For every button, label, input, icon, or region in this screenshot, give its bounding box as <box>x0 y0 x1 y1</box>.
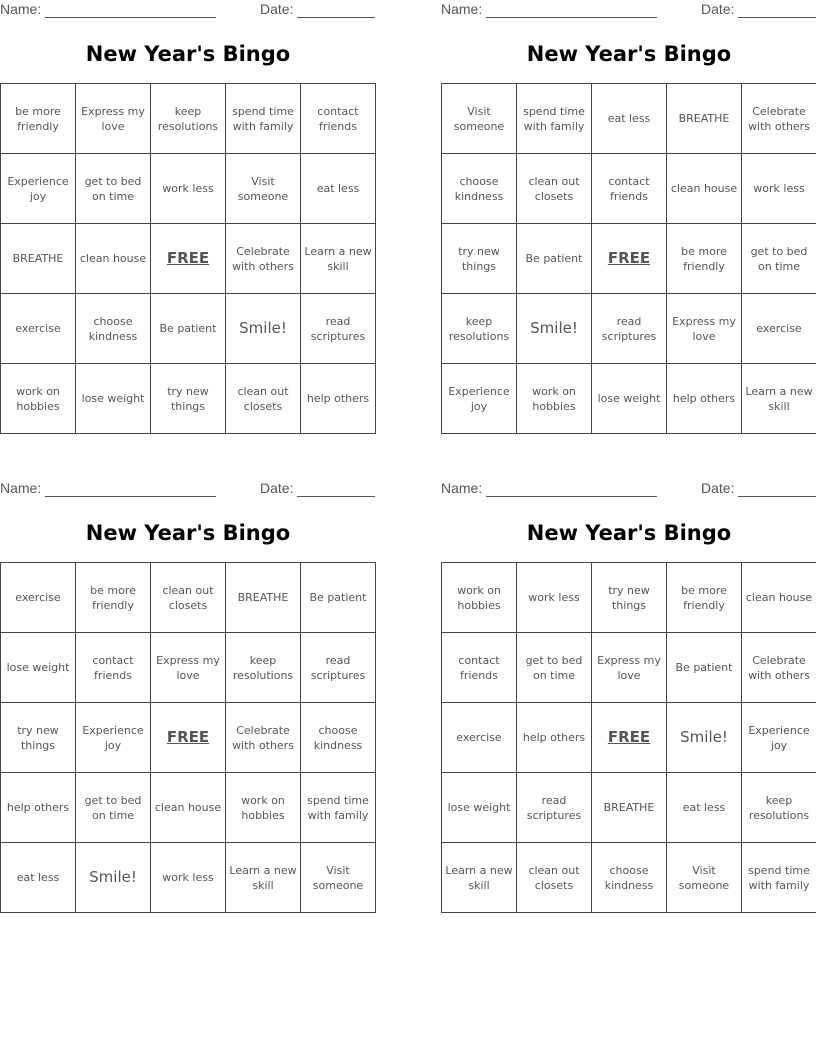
bingo-card-top-left <box>0 0 376 440</box>
bingo-grid <box>441 562 816 913</box>
bingo-cell[interactable]: Express my love <box>76 84 151 154</box>
bingo-cell[interactable]: Celebrate with others <box>226 703 301 773</box>
card-title: New Year's Bingo <box>85 521 291 545</box>
date-label: Date: <box>701 480 735 496</box>
bingo-cell[interactable]: work on hobbies <box>226 773 301 843</box>
bingo-row <box>1 294 376 364</box>
bingo-cell[interactable]: Be patient <box>517 224 592 294</box>
bingo-cell[interactable]: eat less <box>301 154 376 224</box>
bingo-cell[interactable]: contact friends <box>592 154 667 224</box>
bingo-cell[interactable]: FREE <box>151 224 226 294</box>
bingo-row <box>442 703 816 773</box>
date-blank-line[interactable] <box>297 496 375 497</box>
bingo-cell[interactable]: eat less <box>667 773 742 843</box>
bingo-card-bottom-left <box>0 479 376 919</box>
bingo-cell[interactable]: choose kindness <box>442 154 517 224</box>
bingo-cell[interactable]: try new things <box>442 224 517 294</box>
date-label: Date: <box>701 1 735 17</box>
bingo-cell[interactable]: get to bed on time <box>517 633 592 703</box>
name-blank-line[interactable] <box>45 496 216 497</box>
bingo-row <box>1 703 376 773</box>
bingo-cell[interactable]: lose weight <box>592 364 667 434</box>
bingo-cell[interactable]: exercise <box>442 703 517 773</box>
bingo-cell[interactable]: be more friendly <box>667 563 742 633</box>
bingo-row <box>442 294 816 364</box>
name-date-row <box>0 480 376 500</box>
bingo-cell[interactable]: clean out closets <box>151 563 226 633</box>
bingo-grid <box>0 83 376 434</box>
bingo-row <box>1 563 376 633</box>
bingo-cell[interactable]: BREATHE <box>592 773 667 843</box>
bingo-cell[interactable]: get to bed on time <box>76 154 151 224</box>
bingo-cell[interactable]: contact friends <box>442 633 517 703</box>
bingo-cell[interactable]: Experience joy <box>76 703 151 773</box>
bingo-cell[interactable]: read scriptures <box>517 773 592 843</box>
bingo-cell[interactable]: work less <box>517 563 592 633</box>
bingo-cell[interactable]: lose weight <box>1 633 76 703</box>
bingo-cell[interactable]: Be patient <box>667 633 742 703</box>
bingo-row <box>1 224 376 294</box>
card-title: New Year's Bingo <box>526 42 732 66</box>
bingo-row <box>1 633 376 703</box>
bingo-cell[interactable]: try new things <box>151 364 226 434</box>
bingo-row <box>442 224 816 294</box>
bingo-cell[interactable]: Celebrate with others <box>226 224 301 294</box>
bingo-cell[interactable]: clean house <box>742 563 816 633</box>
bingo-grid <box>0 562 376 913</box>
bingo-cell[interactable]: lose weight <box>442 773 517 843</box>
bingo-cell[interactable]: be more friendly <box>76 563 151 633</box>
date-label: Date: <box>260 480 294 496</box>
date-blank-line[interactable] <box>738 496 816 497</box>
bingo-cell[interactable]: Be patient <box>301 563 376 633</box>
name-blank-line[interactable] <box>486 496 657 497</box>
bingo-row <box>442 364 816 434</box>
bingo-cell[interactable]: work on hobbies <box>1 364 76 434</box>
bingo-cell[interactable]: work less <box>151 843 226 913</box>
bingo-cell[interactable]: FREE <box>151 703 226 773</box>
bingo-cell[interactable]: Smile! <box>667 703 742 773</box>
date-label: Date: <box>260 1 294 17</box>
bingo-cell[interactable]: Express my love <box>592 633 667 703</box>
bingo-cell[interactable]: exercise <box>1 294 76 364</box>
bingo-cell[interactable]: Learn a new skill <box>442 843 517 913</box>
bingo-cell[interactable]: choose kindness <box>592 843 667 913</box>
bingo-cell[interactable]: Visit someone <box>442 84 517 154</box>
bingo-cell[interactable]: read scriptures <box>301 633 376 703</box>
bingo-cell[interactable]: BREATHE <box>226 563 301 633</box>
bingo-cell[interactable]: Express my love <box>667 294 742 364</box>
bingo-cell[interactable]: Visit someone <box>301 843 376 913</box>
bingo-cell[interactable]: Experience joy <box>1 154 76 224</box>
name-label: Name: <box>0 1 42 17</box>
bingo-cell[interactable]: contact friends <box>76 633 151 703</box>
bingo-cell[interactable]: work on hobbies <box>442 563 517 633</box>
bingo-cell[interactable]: Learn a new skill <box>742 364 816 434</box>
bingo-cell[interactable]: choose kindness <box>301 703 376 773</box>
bingo-cell[interactable]: exercise <box>742 294 816 364</box>
bingo-cell[interactable]: eat less <box>592 84 667 154</box>
bingo-cell[interactable]: help others <box>1 773 76 843</box>
name-label: Name: <box>441 480 483 496</box>
bingo-cell[interactable]: lose weight <box>76 364 151 434</box>
bingo-cell[interactable]: FREE <box>592 703 667 773</box>
bingo-cell[interactable]: help others <box>517 703 592 773</box>
bingo-cell[interactable]: clean out closets <box>517 154 592 224</box>
bingo-cell[interactable]: keep resolutions <box>151 84 226 154</box>
bingo-cell[interactable]: clean house <box>667 154 742 224</box>
name-blank-line[interactable] <box>45 17 216 18</box>
bingo-cell[interactable]: keep resolutions <box>742 773 816 843</box>
bingo-cell[interactable]: choose kindness <box>76 294 151 364</box>
name-blank-line[interactable] <box>486 17 657 18</box>
bingo-cell[interactable]: be more friendly <box>1 84 76 154</box>
date-blank-line[interactable] <box>738 17 816 18</box>
bingo-cell[interactable]: read scriptures <box>592 294 667 364</box>
bingo-cell[interactable]: contact friends <box>301 84 376 154</box>
bingo-cell[interactable]: be more friendly <box>667 224 742 294</box>
bingo-cell[interactable]: Experience joy <box>742 703 816 773</box>
bingo-cell[interactable]: clean out closets <box>517 843 592 913</box>
bingo-grid <box>441 83 816 434</box>
bingo-row <box>1 84 376 154</box>
bingo-row <box>1 154 376 224</box>
bingo-row <box>442 84 816 154</box>
bingo-cell[interactable]: work less <box>742 154 816 224</box>
bingo-cell[interactable]: spend time with family <box>517 84 592 154</box>
bingo-row <box>1 364 376 434</box>
bingo-cell[interactable]: Smile! <box>517 294 592 364</box>
bingo-cell[interactable]: FREE <box>592 224 667 294</box>
name-label: Name: <box>441 1 483 17</box>
bingo-cell[interactable]: keep resolutions <box>226 633 301 703</box>
bingo-cell[interactable]: clean house <box>151 773 226 843</box>
bingo-cell[interactable]: work on hobbies <box>517 364 592 434</box>
bingo-cell[interactable]: get to bed on time <box>76 773 151 843</box>
bingo-cell[interactable]: Visit someone <box>226 154 301 224</box>
bingo-cell[interactable]: spend time with family <box>226 84 301 154</box>
bingo-cell[interactable]: Express my love <box>151 633 226 703</box>
bingo-row <box>442 154 816 224</box>
bingo-cell[interactable]: Learn a new skill <box>301 224 376 294</box>
bingo-cell[interactable]: Learn a new skill <box>226 843 301 913</box>
bingo-row <box>442 843 816 913</box>
name-date-row <box>441 480 816 500</box>
bingo-cell[interactable]: clean house <box>76 224 151 294</box>
name-date-row <box>441 1 816 21</box>
bingo-cell[interactable]: read scriptures <box>301 294 376 364</box>
date-blank-line[interactable] <box>297 17 375 18</box>
bingo-cell[interactable]: try new things <box>1 703 76 773</box>
bingo-cell[interactable]: Celebrate with others <box>742 84 816 154</box>
bingo-cell[interactable]: help others <box>301 364 376 434</box>
bingo-cell[interactable]: get to bed on time <box>742 224 816 294</box>
card-title: New Year's Bingo <box>526 521 732 545</box>
bingo-cell[interactable]: keep resolutions <box>442 294 517 364</box>
bingo-cell[interactable]: eat less <box>1 843 76 913</box>
bingo-cell[interactable]: Smile! <box>226 294 301 364</box>
name-label: Name: <box>0 480 42 496</box>
bingo-cell[interactable]: exercise <box>1 563 76 633</box>
bingo-cell[interactable]: Visit someone <box>667 843 742 913</box>
bingo-cell[interactable]: spend time with family <box>742 843 816 913</box>
bingo-row <box>1 773 376 843</box>
bingo-cell[interactable]: Smile! <box>76 843 151 913</box>
bingo-cell[interactable]: Experience joy <box>442 364 517 434</box>
bingo-cell[interactable]: Be patient <box>151 294 226 364</box>
bingo-cell[interactable]: BREATHE <box>667 84 742 154</box>
bingo-cell[interactable]: work less <box>151 154 226 224</box>
bingo-row <box>442 773 816 843</box>
bingo-row <box>1 843 376 913</box>
bingo-cell[interactable]: spend time with family <box>301 773 376 843</box>
bingo-cell[interactable]: help others <box>667 364 742 434</box>
bingo-cell[interactable]: Celebrate with others <box>742 633 816 703</box>
card-title: New Year's Bingo <box>85 42 291 66</box>
bingo-cell[interactable]: clean out closets <box>226 364 301 434</box>
bingo-cell[interactable]: BREATHE <box>1 224 76 294</box>
bingo-row <box>442 563 816 633</box>
bingo-card-bottom-right <box>441 479 816 919</box>
bingo-card-top-right <box>441 0 816 440</box>
bingo-cell[interactable]: try new things <box>592 563 667 633</box>
name-date-row <box>0 1 376 21</box>
bingo-row <box>442 633 816 703</box>
